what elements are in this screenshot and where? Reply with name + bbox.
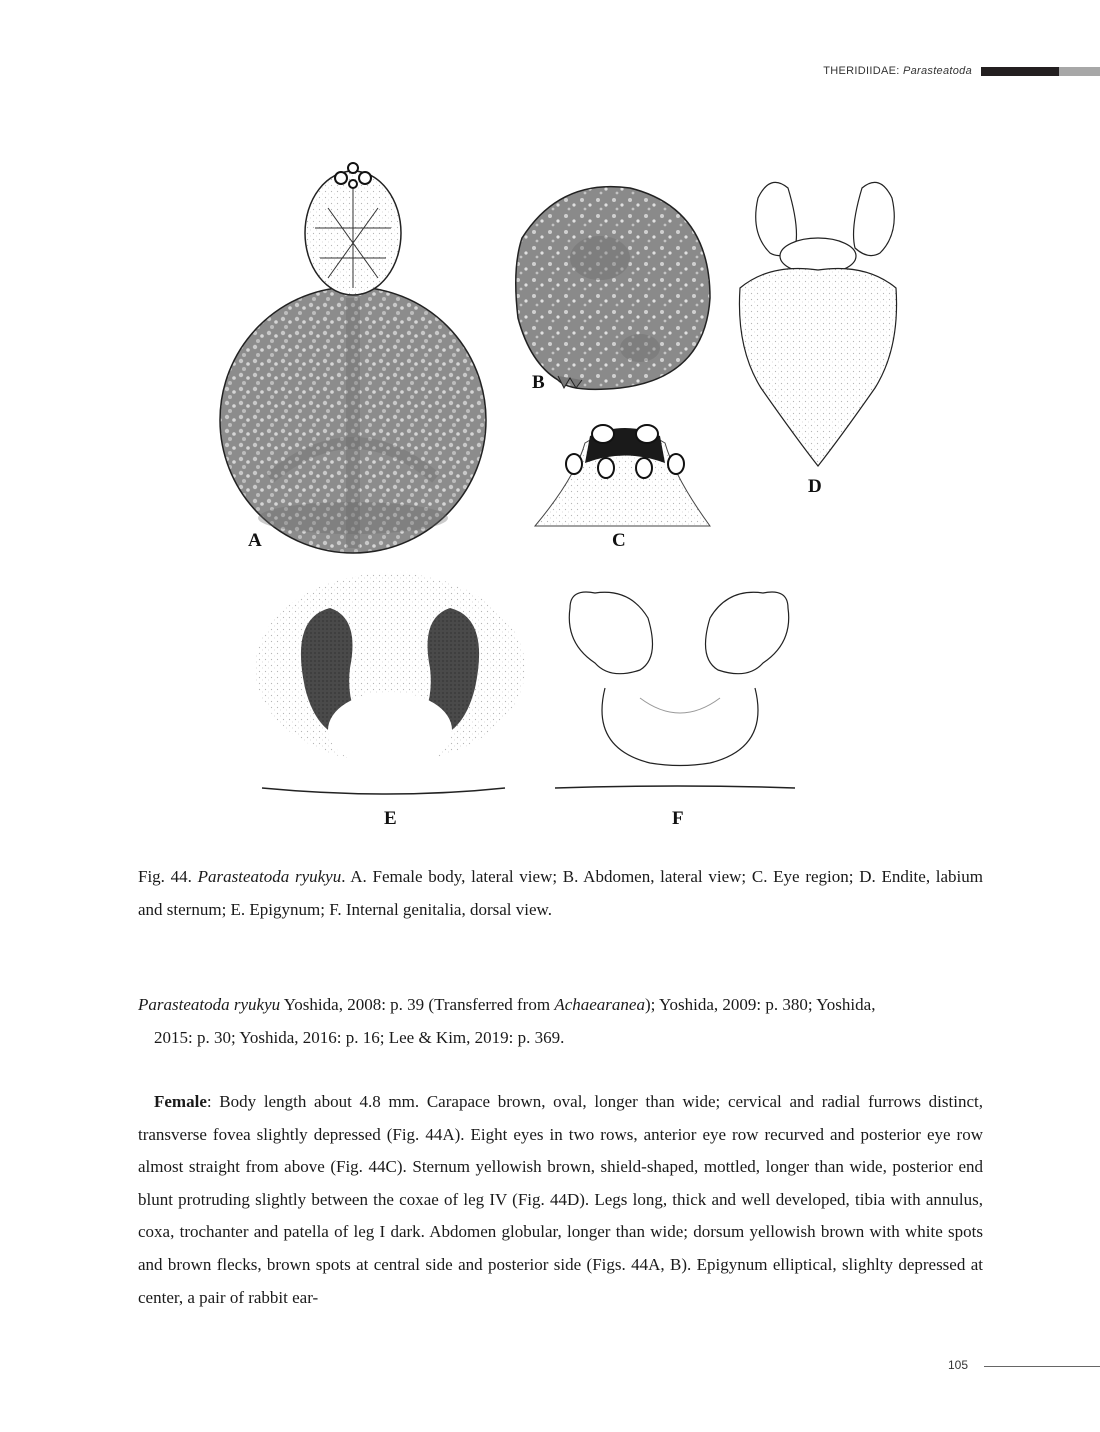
- synonymy-part1: Yoshida, 2008: p. 39 (Transferred from: [280, 995, 555, 1014]
- figure-plate: [210, 148, 822, 848]
- header-family: THERIDIIDAE:: [823, 65, 900, 77]
- synonymy-species: Parasteatoda ryukyu: [138, 995, 281, 1014]
- panel-c-drawing: [535, 425, 710, 526]
- panel-a-drawing: [220, 163, 486, 553]
- panel-e-drawing: [255, 573, 525, 794]
- description-label: Female: [154, 1092, 207, 1111]
- panel-label-a: A: [248, 530, 262, 551]
- running-header: [0, 64, 1100, 82]
- caption-text: . A. Female body, lateral view; B. Abdomen, lateral view; C. Eye region; D. Endite, labium and sternum; E. Epigynum; F. Internal genitalia, dorsal view.: [138, 867, 984, 919]
- header-text: [823, 65, 972, 77]
- description-paragraph: [138, 1086, 983, 1314]
- panel-label-b: B: [532, 372, 545, 393]
- panel-label-e: E: [384, 808, 397, 829]
- panel-label-f: F: [672, 808, 684, 829]
- panel-label-c: C: [612, 530, 626, 551]
- caption-species: Parasteatoda ryukyu: [197, 867, 342, 886]
- synonymy-line2: 2015: p. 30; Yoshida, 2016: p. 16; Lee & Kim, 2019: p. 369.: [154, 1028, 565, 1047]
- figure-caption: [138, 860, 983, 926]
- header-genus: Parasteatoda: [902, 65, 972, 77]
- panel-label-d: D: [808, 476, 822, 497]
- synonymy-entry: [138, 988, 983, 1054]
- header-bar-dark: [981, 67, 1059, 76]
- panel-d-drawing: [739, 182, 896, 466]
- synonymy-genus-from: Achaearanea: [554, 995, 645, 1014]
- page-number: 105: [948, 1358, 969, 1372]
- page-number-rule: [984, 1366, 1100, 1367]
- panel-f-drawing: [555, 592, 795, 788]
- panel-b-drawing: [516, 187, 710, 390]
- caption-prefix: Fig. 44.: [138, 867, 198, 886]
- figure-illustration: [210, 148, 822, 848]
- synonymy-part2: ); Yoshida, 2009: p. 380; Yoshida,: [644, 995, 876, 1014]
- header-bar-light: [1059, 67, 1100, 76]
- description-text: : Body length about 4.8 mm. Carapace brown, oval, longer than wide; cervical and radial furrows distinct, transverse fovea slightly depressed (Fig. 44A). Eight eyes in two rows, anterior eye row recurved and posterior eye row almost straight from above (Fig. 44C). Sternum yellowish brown, shield-shaped, mottled, longer than wide, posterior end blunt protruding slightly between the coxae of leg IV (Fig. 44D). Legs long, thick and well developed, tibia with annulus, coxa, trochanter and patella of leg I dark. Abdomen globular, longer than wide; dorsum yellowish brown with white spots and brown flecks, brown spots at central side and posterior side (Figs. 44A, B). Epigynum elliptical, slighlty depressed at center, a pair of rabbit ear-: [138, 1092, 983, 1307]
